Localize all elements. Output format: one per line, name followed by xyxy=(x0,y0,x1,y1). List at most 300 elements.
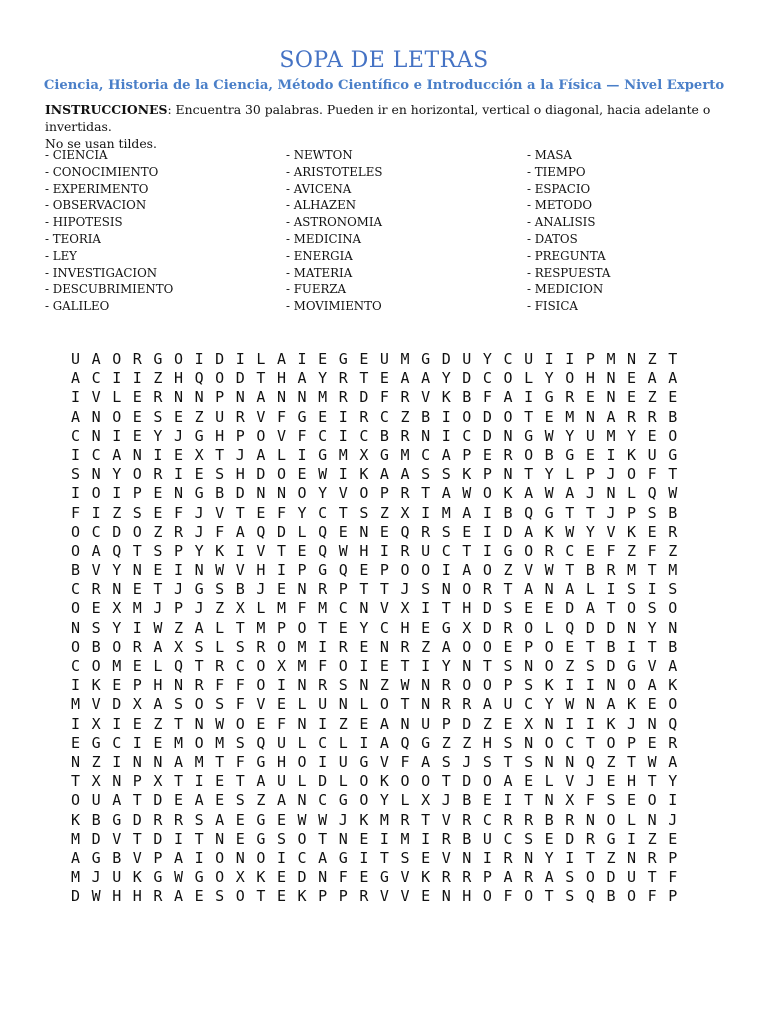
grid-letter[interactable]: U xyxy=(91,791,101,810)
grid-letter[interactable]: E xyxy=(524,599,534,618)
grid-letter[interactable]: X xyxy=(565,791,575,810)
grid-letter[interactable]: X xyxy=(235,599,245,618)
grid-letter[interactable]: K xyxy=(503,484,513,503)
grid-letter[interactable]: F xyxy=(585,791,595,810)
grid-letter[interactable]: O xyxy=(359,484,369,503)
grid-letter[interactable]: T xyxy=(585,503,595,522)
grid-letter[interactable]: E xyxy=(276,887,286,906)
grid-letter[interactable]: A xyxy=(400,465,410,484)
grid-letter[interactable]: V xyxy=(421,388,431,407)
grid-letter[interactable]: T xyxy=(256,887,266,906)
grid-letter[interactable]: E xyxy=(668,829,678,848)
grid-letter[interactable]: O xyxy=(215,868,225,887)
grid-letter[interactable]: U xyxy=(71,350,81,368)
grid-letter[interactable]: T xyxy=(215,445,225,464)
grid-letter[interactable]: I xyxy=(112,714,122,733)
grid-letter[interactable]: R xyxy=(132,350,142,368)
grid-letter[interactable]: N xyxy=(503,465,513,484)
grid-letter[interactable]: G xyxy=(379,868,389,887)
grid-letter[interactable]: A xyxy=(91,541,101,560)
grid-letter[interactable]: W xyxy=(462,484,472,503)
grid-letter[interactable]: O xyxy=(194,733,204,752)
grid-letter[interactable]: C xyxy=(71,426,81,445)
grid-letter[interactable]: J xyxy=(585,484,595,503)
grid-letter[interactable]: C xyxy=(235,657,245,675)
grid-letter[interactable]: E xyxy=(256,714,266,733)
grid-letter[interactable]: F xyxy=(482,388,492,407)
grid-letter[interactable]: E xyxy=(215,772,225,791)
grid-letter[interactable]: D xyxy=(482,618,492,637)
grid-letter[interactable]: A xyxy=(194,618,204,637)
grid-letter[interactable]: D xyxy=(297,868,307,887)
grid-letter[interactable]: B xyxy=(544,810,554,829)
grid-letter[interactable]: G xyxy=(565,445,575,464)
grid-letter[interactable]: N xyxy=(627,618,637,637)
grid-letter[interactable]: H xyxy=(235,465,245,484)
grid-letter[interactable]: M xyxy=(256,618,266,637)
grid-letter[interactable]: S xyxy=(503,657,513,675)
grid-letter[interactable]: S xyxy=(606,791,616,810)
grid-letter[interactable]: V xyxy=(91,561,101,580)
grid-letter[interactable]: I xyxy=(524,388,534,407)
grid-letter[interactable]: R xyxy=(647,848,657,867)
grid-letter[interactable]: T xyxy=(565,561,575,580)
grid-letter[interactable]: R xyxy=(235,407,245,426)
grid-letter[interactable]: K xyxy=(215,541,225,560)
grid-letter[interactable]: L xyxy=(297,695,307,714)
grid-letter[interactable]: B xyxy=(668,407,678,426)
grid-letter[interactable]: T xyxy=(441,599,451,618)
grid-letter[interactable]: M xyxy=(400,829,410,848)
grid-letter[interactable]: M xyxy=(112,657,122,675)
grid-letter[interactable]: R xyxy=(256,637,266,656)
grid-letter[interactable]: I xyxy=(318,637,328,656)
grid-letter[interactable]: E xyxy=(503,637,513,656)
grid-letter[interactable]: I xyxy=(276,676,286,695)
grid-letter[interactable]: E xyxy=(627,369,637,388)
grid-letter[interactable]: R xyxy=(338,369,348,388)
grid-letter[interactable]: N xyxy=(359,522,369,541)
grid-letter[interactable]: Z xyxy=(91,752,101,771)
grid-letter[interactable]: E xyxy=(297,541,307,560)
grid-letter[interactable]: I xyxy=(421,599,431,618)
grid-letter[interactable]: H xyxy=(400,618,410,637)
grid-letter[interactable]: R xyxy=(462,868,472,887)
grid-letter[interactable]: G xyxy=(256,810,266,829)
grid-letter[interactable]: Y xyxy=(647,618,657,637)
grid-letter[interactable]: A xyxy=(194,791,204,810)
grid-letter[interactable]: Y xyxy=(544,695,554,714)
grid-letter[interactable]: L xyxy=(585,580,595,599)
grid-letter[interactable]: Y xyxy=(194,541,204,560)
grid-letter[interactable]: E xyxy=(627,791,637,810)
grid-letter[interactable]: F xyxy=(276,407,286,426)
grid-letter[interactable]: I xyxy=(503,791,513,810)
grid-letter[interactable]: O xyxy=(400,772,410,791)
grid-letter[interactable]: P xyxy=(462,445,472,464)
grid-letter[interactable]: M xyxy=(441,503,451,522)
grid-letter[interactable]: E xyxy=(173,791,183,810)
grid-letter[interactable]: M xyxy=(400,445,410,464)
grid-letter[interactable]: T xyxy=(647,637,657,656)
grid-letter[interactable]: I xyxy=(421,503,431,522)
grid-letter[interactable]: H xyxy=(276,369,286,388)
grid-letter[interactable]: S xyxy=(421,465,431,484)
grid-letter[interactable]: W xyxy=(544,484,554,503)
grid-letter[interactable]: P xyxy=(153,848,163,867)
grid-letter[interactable]: Z xyxy=(112,503,122,522)
grid-letter[interactable]: Z xyxy=(482,714,492,733)
grid-letter[interactable]: A xyxy=(71,369,81,388)
grid-letter[interactable]: U xyxy=(276,772,286,791)
grid-letter[interactable]: Z xyxy=(338,714,348,733)
grid-letter[interactable]: C xyxy=(359,426,369,445)
grid-letter[interactable]: A xyxy=(173,887,183,906)
grid-letter[interactable]: Z xyxy=(462,733,472,752)
grid-letter[interactable]: I xyxy=(71,445,81,464)
grid-letter[interactable]: L xyxy=(112,388,122,407)
grid-letter[interactable]: D xyxy=(112,695,122,714)
grid-letter[interactable]: O xyxy=(482,887,492,906)
grid-letter[interactable]: N xyxy=(173,676,183,695)
grid-letter[interactable]: K xyxy=(379,772,389,791)
grid-letter[interactable]: S xyxy=(524,752,534,771)
grid-letter[interactable]: O xyxy=(132,522,142,541)
grid-letter[interactable]: I xyxy=(379,829,389,848)
grid-letter[interactable]: O xyxy=(173,350,183,368)
grid-letter[interactable]: A xyxy=(153,695,163,714)
grid-letter[interactable]: J xyxy=(627,714,637,733)
grid-letter[interactable]: C xyxy=(71,580,81,599)
grid-letter[interactable]: I xyxy=(276,561,286,580)
grid-letter[interactable]: K xyxy=(359,810,369,829)
grid-letter[interactable]: Z xyxy=(400,407,410,426)
grid-letter[interactable]: R xyxy=(400,541,410,560)
grid-letter[interactable]: G xyxy=(338,350,348,368)
grid-letter[interactable]: T xyxy=(173,772,183,791)
grid-letter[interactable]: J xyxy=(153,599,163,618)
grid-letter[interactable]: C xyxy=(379,407,389,426)
grid-letter[interactable]: G xyxy=(544,503,554,522)
grid-letter[interactable]: S xyxy=(647,503,657,522)
grid-letter[interactable]: R xyxy=(359,407,369,426)
grid-letter[interactable]: T xyxy=(647,772,657,791)
grid-letter[interactable]: I xyxy=(173,829,183,848)
grid-letter[interactable]: K xyxy=(421,868,431,887)
grid-letter[interactable]: O xyxy=(524,618,534,637)
grid-letter[interactable]: D xyxy=(585,618,595,637)
grid-letter[interactable]: F xyxy=(606,541,616,560)
grid-letter[interactable]: E xyxy=(421,618,431,637)
grid-letter[interactable]: I xyxy=(112,484,122,503)
grid-letter[interactable]: I xyxy=(565,676,575,695)
grid-letter[interactable]: G xyxy=(441,618,451,637)
grid-letter[interactable]: E xyxy=(297,465,307,484)
grid-letter[interactable]: V xyxy=(256,695,266,714)
grid-letter[interactable]: O xyxy=(297,484,307,503)
grid-letter[interactable]: A xyxy=(276,791,286,810)
grid-letter[interactable]: D xyxy=(482,426,492,445)
grid-letter[interactable]: Z xyxy=(153,369,163,388)
grid-letter[interactable]: K xyxy=(256,868,266,887)
grid-letter[interactable]: S xyxy=(215,887,225,906)
grid-letter[interactable]: N xyxy=(441,580,451,599)
grid-letter[interactable]: N xyxy=(71,618,81,637)
grid-letter[interactable]: F xyxy=(297,426,307,445)
grid-letter[interactable]: E xyxy=(215,791,225,810)
grid-letter[interactable]: R xyxy=(585,829,595,848)
grid-letter[interactable]: B xyxy=(462,388,472,407)
grid-letter[interactable]: I xyxy=(194,772,204,791)
grid-letter[interactable]: E xyxy=(132,388,142,407)
grid-letter[interactable]: I xyxy=(482,848,492,867)
grid-letter[interactable]: B xyxy=(503,503,513,522)
grid-letter[interactable]: F xyxy=(647,541,657,560)
grid-letter[interactable]: P xyxy=(668,887,678,906)
grid-letter[interactable]: I xyxy=(421,829,431,848)
grid-letter[interactable]: I xyxy=(235,350,245,368)
grid-letter[interactable]: O xyxy=(668,695,678,714)
grid-letter[interactable]: N xyxy=(647,714,657,733)
grid-letter[interactable]: Z xyxy=(668,541,678,560)
grid-letter[interactable]: A xyxy=(379,714,389,733)
grid-letter[interactable]: T xyxy=(565,503,575,522)
grid-letter[interactable]: N xyxy=(318,868,328,887)
grid-letter[interactable]: C xyxy=(421,445,431,464)
grid-letter[interactable]: R xyxy=(441,676,451,695)
grid-letter[interactable]: Y xyxy=(297,503,307,522)
grid-letter[interactable]: N xyxy=(503,426,513,445)
grid-letter[interactable]: A xyxy=(276,350,286,368)
grid-letter[interactable]: P xyxy=(379,561,389,580)
grid-letter[interactable]: J xyxy=(256,580,266,599)
grid-letter[interactable]: O xyxy=(544,657,554,675)
grid-letter[interactable]: I xyxy=(112,369,122,388)
grid-letter[interactable]: A xyxy=(112,791,122,810)
grid-letter[interactable]: X xyxy=(359,445,369,464)
grid-letter[interactable]: H xyxy=(585,369,595,388)
grid-letter[interactable]: T xyxy=(544,887,554,906)
grid-letter[interactable]: D xyxy=(235,369,245,388)
grid-letter[interactable]: S xyxy=(215,580,225,599)
grid-letter[interactable]: E xyxy=(153,733,163,752)
grid-letter[interactable]: I xyxy=(71,388,81,407)
grid-letter[interactable]: A xyxy=(235,522,245,541)
grid-letter[interactable]: Q xyxy=(400,733,410,752)
grid-letter[interactable]: E xyxy=(173,407,183,426)
grid-letter[interactable]: J xyxy=(173,426,183,445)
grid-letter[interactable]: N xyxy=(524,657,534,675)
grid-letter[interactable]: G xyxy=(421,733,431,752)
grid-letter[interactable]: O xyxy=(482,772,492,791)
grid-letter[interactable]: W xyxy=(400,676,410,695)
grid-letter[interactable]: W xyxy=(544,561,554,580)
grid-letter[interactable]: T xyxy=(235,503,245,522)
grid-letter[interactable]: J xyxy=(585,772,595,791)
grid-letter[interactable]: V xyxy=(379,752,389,771)
grid-letter[interactable]: A xyxy=(421,752,431,771)
grid-letter[interactable]: S xyxy=(585,657,595,675)
grid-letter[interactable]: A xyxy=(379,465,389,484)
grid-letter[interactable]: O xyxy=(256,676,266,695)
grid-letter[interactable]: C xyxy=(338,599,348,618)
grid-letter[interactable]: L xyxy=(297,733,307,752)
grid-letter[interactable]: K xyxy=(71,810,81,829)
grid-letter[interactable]: R xyxy=(153,388,163,407)
grid-letter[interactable]: B xyxy=(235,580,245,599)
grid-letter[interactable]: B xyxy=(606,637,616,656)
grid-letter[interactable]: J xyxy=(668,810,678,829)
grid-letter[interactable]: N xyxy=(153,752,163,771)
grid-letter[interactable]: M xyxy=(71,695,81,714)
grid-letter[interactable]: I xyxy=(482,541,492,560)
grid-letter[interactable]: U xyxy=(647,445,657,464)
grid-letter[interactable]: C xyxy=(482,369,492,388)
grid-letter[interactable]: O xyxy=(482,637,492,656)
grid-letter[interactable]: T xyxy=(524,407,534,426)
grid-letter[interactable]: E xyxy=(359,868,369,887)
grid-letter[interactable]: W xyxy=(215,714,225,733)
grid-letter[interactable]: P xyxy=(524,637,534,656)
grid-letter[interactable]: A xyxy=(112,445,122,464)
grid-letter[interactable]: E xyxy=(379,657,389,675)
grid-letter[interactable]: L xyxy=(256,599,266,618)
grid-letter[interactable]: P xyxy=(503,676,513,695)
grid-letter[interactable]: I xyxy=(112,426,122,445)
grid-letter[interactable]: O xyxy=(235,887,245,906)
grid-letter[interactable]: K xyxy=(297,887,307,906)
grid-letter[interactable]: X xyxy=(235,868,245,887)
grid-letter[interactable]: C xyxy=(297,848,307,867)
grid-letter[interactable]: N xyxy=(524,733,534,752)
grid-letter[interactable]: Q xyxy=(256,522,266,541)
grid-letter[interactable]: E xyxy=(544,407,554,426)
grid-letter[interactable]: I xyxy=(173,561,183,580)
grid-letter[interactable]: O xyxy=(215,369,225,388)
grid-letter[interactable]: Y xyxy=(544,848,554,867)
grid-letter[interactable]: B xyxy=(462,791,472,810)
grid-letter[interactable]: G xyxy=(421,350,431,368)
grid-letter[interactable]: P xyxy=(173,599,183,618)
grid-letter[interactable]: N xyxy=(462,848,472,867)
grid-letter[interactable]: J xyxy=(91,868,101,887)
grid-letter[interactable]: N xyxy=(235,848,245,867)
grid-letter[interactable]: T xyxy=(132,791,142,810)
grid-letter[interactable]: W xyxy=(173,868,183,887)
grid-letter[interactable]: A xyxy=(421,369,431,388)
grid-letter[interactable]: M xyxy=(379,810,389,829)
grid-letter[interactable]: G xyxy=(153,350,163,368)
grid-letter[interactable]: E xyxy=(318,350,328,368)
grid-letter[interactable]: N xyxy=(544,580,554,599)
grid-letter[interactable]: E xyxy=(112,676,122,695)
grid-letter[interactable]: I xyxy=(441,426,451,445)
grid-letter[interactable]: Q xyxy=(256,733,266,752)
grid-letter[interactable]: K xyxy=(606,714,616,733)
grid-letter[interactable]: V xyxy=(441,810,451,829)
grid-letter[interactable]: L xyxy=(215,618,225,637)
grid-letter[interactable]: V xyxy=(112,829,122,848)
grid-letter[interactable]: I xyxy=(235,541,245,560)
grid-letter[interactable]: I xyxy=(627,829,637,848)
grid-letter[interactable]: Q xyxy=(668,714,678,733)
grid-letter[interactable]: Z xyxy=(606,752,616,771)
grid-letter[interactable]: R xyxy=(503,618,513,637)
grid-letter[interactable]: O xyxy=(91,484,101,503)
grid-letter[interactable]: S xyxy=(503,733,513,752)
grid-letter[interactable]: Q xyxy=(318,522,328,541)
grid-letter[interactable]: E xyxy=(132,426,142,445)
grid-letter[interactable]: A xyxy=(524,522,534,541)
grid-letter[interactable]: S xyxy=(359,503,369,522)
grid-letter[interactable]: T xyxy=(585,637,595,656)
grid-letter[interactable]: O xyxy=(400,561,410,580)
grid-letter[interactable]: V xyxy=(276,426,286,445)
grid-letter[interactable]: P xyxy=(482,465,492,484)
grid-letter[interactable]: E xyxy=(647,695,657,714)
grid-letter[interactable]: N xyxy=(235,388,245,407)
grid-letter[interactable]: A xyxy=(503,388,513,407)
grid-letter[interactable]: T xyxy=(132,541,142,560)
grid-letter[interactable]: E xyxy=(132,407,142,426)
grid-letter[interactable]: M xyxy=(215,733,225,752)
grid-letter[interactable]: M xyxy=(606,350,616,368)
grid-letter[interactable]: T xyxy=(421,484,431,503)
grid-letter[interactable]: D xyxy=(276,522,286,541)
grid-letter[interactable]: N xyxy=(565,752,575,771)
grid-letter[interactable]: N xyxy=(647,810,657,829)
grid-letter[interactable]: G xyxy=(194,426,204,445)
grid-letter[interactable]: I xyxy=(318,714,328,733)
grid-letter[interactable]: Y xyxy=(544,369,554,388)
grid-letter[interactable]: O xyxy=(462,407,472,426)
grid-letter[interactable]: T xyxy=(606,599,616,618)
grid-letter[interactable]: A xyxy=(668,657,678,675)
grid-letter[interactable]: E xyxy=(379,369,389,388)
grid-letter[interactable]: M xyxy=(606,426,616,445)
grid-letter[interactable]: R xyxy=(318,580,328,599)
grid-letter[interactable]: O xyxy=(421,772,431,791)
grid-letter[interactable]: X xyxy=(153,772,163,791)
grid-letter[interactable]: B xyxy=(668,637,678,656)
grid-letter[interactable]: Y xyxy=(112,618,122,637)
grid-letter[interactable]: R xyxy=(647,407,657,426)
grid-letter[interactable]: Z xyxy=(153,522,163,541)
grid-letter[interactable]: Z xyxy=(256,791,266,810)
grid-letter[interactable]: Y xyxy=(441,369,451,388)
grid-letter[interactable]: I xyxy=(132,618,142,637)
grid-letter[interactable]: B xyxy=(91,810,101,829)
grid-letter[interactable]: G xyxy=(668,445,678,464)
grid-letter[interactable]: K xyxy=(627,445,637,464)
grid-letter[interactable]: T xyxy=(235,772,245,791)
grid-letter[interactable]: T xyxy=(462,541,472,560)
grid-letter[interactable]: B xyxy=(544,445,554,464)
grid-letter[interactable]: O xyxy=(297,618,307,637)
grid-letter[interactable]: L xyxy=(276,445,286,464)
grid-letter[interactable]: S xyxy=(524,829,534,848)
grid-letter[interactable]: Z xyxy=(503,561,513,580)
grid-letter[interactable]: R xyxy=(421,522,431,541)
grid-letter[interactable]: E xyxy=(194,887,204,906)
grid-letter[interactable]: G xyxy=(359,752,369,771)
grid-letter[interactable]: V xyxy=(606,522,616,541)
grid-letter[interactable]: T xyxy=(585,848,595,867)
grid-letter[interactable]: W xyxy=(647,752,657,771)
grid-letter[interactable]: Q xyxy=(647,484,657,503)
grid-letter[interactable]: T xyxy=(194,829,204,848)
grid-letter[interactable]: T xyxy=(524,465,534,484)
